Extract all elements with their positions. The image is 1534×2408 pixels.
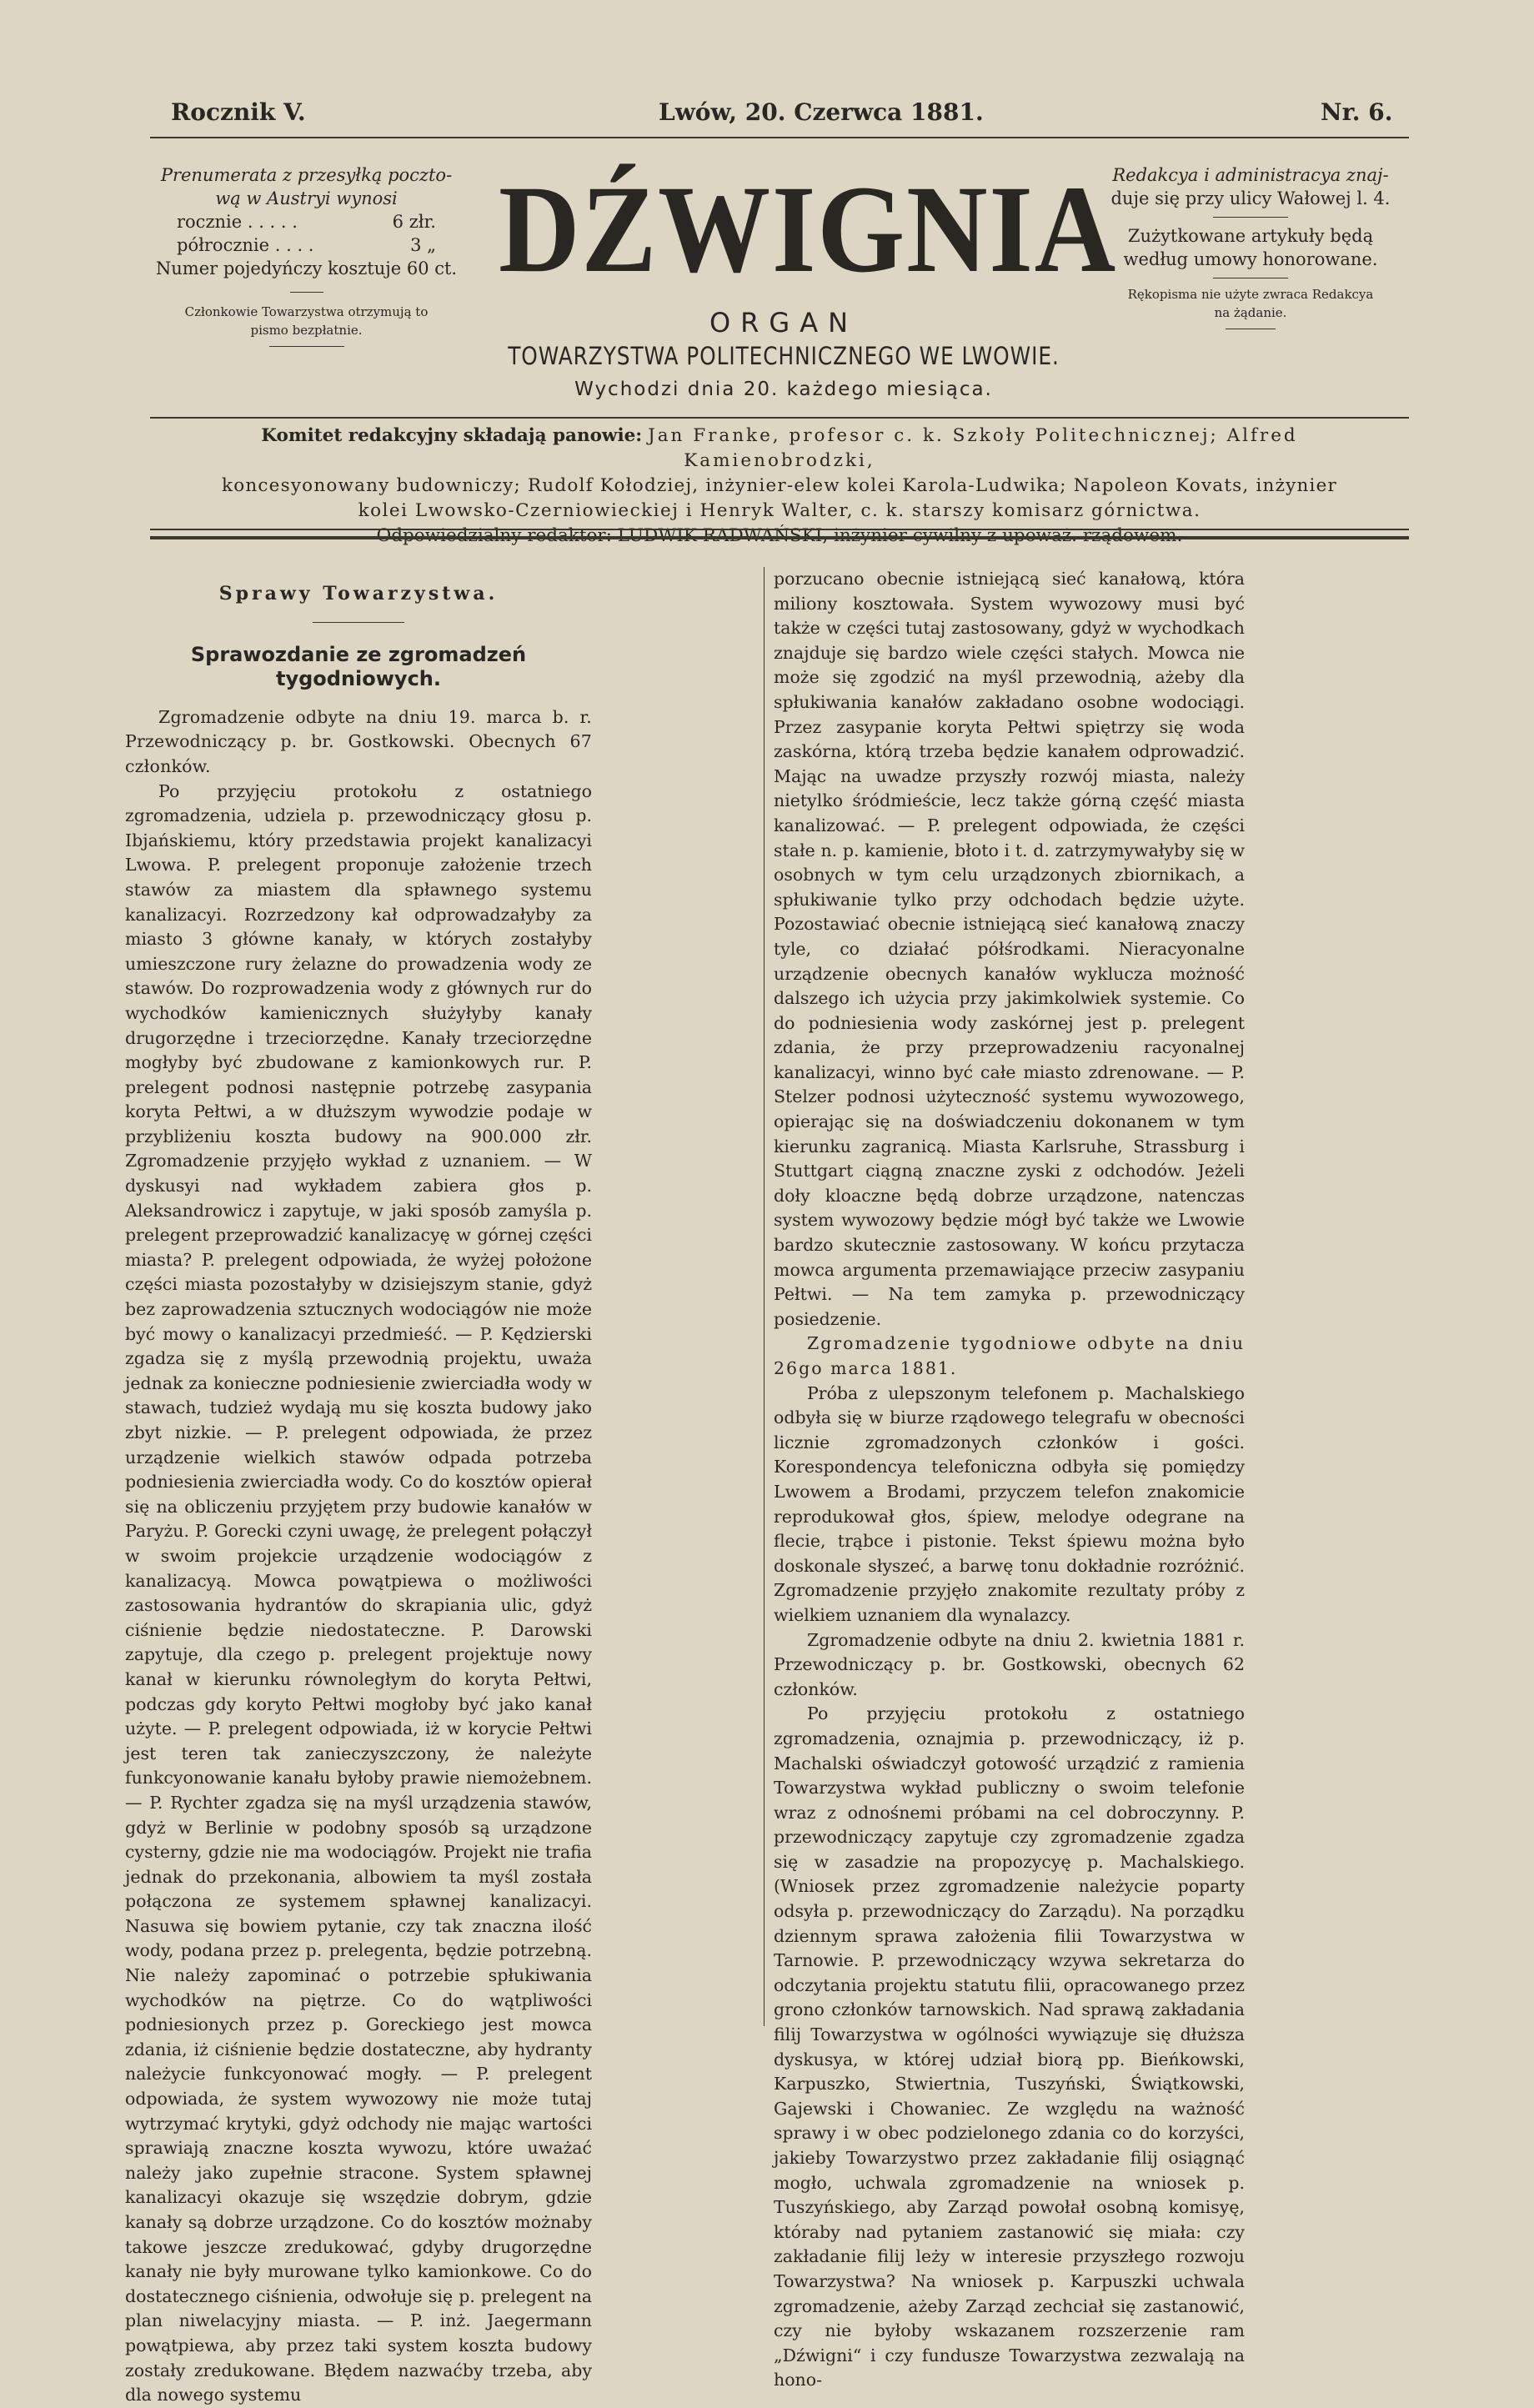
divider <box>290 292 323 293</box>
subscription-box <box>142 163 471 354</box>
divider <box>269 346 344 347</box>
committee-line-2: koncesyonowany budowniczy; Rudolf Kołodziej, inżynier-elew kolei Karola-Ludwika; Napoleon Kovats, inżynier <box>222 475 1337 496</box>
price-label: półrocznie . . . . <box>177 235 314 255</box>
responsible-editor: Odpowiedzialny redaktor: LUDWIK RADWAŃSKI, inżynier cywilny z upoważ. rządowem. <box>376 525 1183 546</box>
paragraph: Zgromadzenie tygodniowe odbyte na dniu 26go marca 1881. <box>774 1333 1245 1378</box>
publication-frequency: Wychodzi dnia 20. każdego miesiąca. <box>574 379 993 400</box>
price-row <box>142 210 471 233</box>
masthead <box>467 160 1118 370</box>
divider <box>313 622 404 623</box>
organ-label: ORGAN <box>709 307 859 339</box>
editorial-line <box>1084 163 1417 187</box>
price-row <box>142 233 471 257</box>
paragraph: Zgromadzenie odbyte na dniu 2. kwietnia 1881 r. Przewodniczący p. br. Gostkowski, obecnych 62 członków. <box>774 1629 1245 1699</box>
editorial-line: Zużytkowane artykuły będą <box>1127 226 1374 246</box>
subscription-line: wą w Austryi wynosi <box>215 188 398 208</box>
divider <box>1213 217 1288 218</box>
subscription-line: Prenumerata z przesyłką poczto- <box>160 165 453 185</box>
price-value: 3 „ <box>410 235 436 255</box>
single-issue-price: Numer pojedyńczy kosztuje 60 ct. <box>155 258 458 278</box>
editorial-line: duje się przy ulicy Wałowej l. 4. <box>1110 188 1391 208</box>
article-title: Sprawozdanie ze zgromadzeń tygodniowych. <box>190 642 527 691</box>
section-heading: Sprawy Towarzystwa. <box>218 583 499 605</box>
paragraph: Po przyjęciu protokołu z ostatniego zgromadzenia, oznajmia p. przewodniczący, iż p. Machalski oświadczył gotowość urządzić z ramienia Towarzystwa wykład publiczny o swoim telefonie wraz z odnośnemi próbami na cel dobroczynny. P. przewodniczący zapytuje czy zgromadzenie zgadza się w zasadzie na propozycyę p. Machalskiego. (Wniosek przez zgromadzenie należycie poparty odsyła p. przewodniczący do Zarządu). Na porządku dziennym sprawa założenia filii Towarzystwa w Tarnowie. P. przewodniczący wzywa sekretarza do odczytania projektu statutu filii, opracowanego przez grono członków tarnowskich. Nad sprawą zakładania filij Towarzystwa w ogólności wywiązuje się dłuższa dyskusya, w której udział biorą pp. Bieńkowski, Karpuszko, Stwiertnia, Tuszyński, Świątkowski, Gajewski i Chowaniec. Ze względu na ważność sprawy i w obec podzielonego zdania co do korzyści, jakieby Towarzystwo przez zakładanie filij osiągnąć mogło, uchwala zgromadzenie na wniosek p. Tuszyńskiego, aby Zarząd powołał osobną komisyę, któraby nad pytaniem zastanowić się miała: czy zakładanie filij leży w interesie przyszłego rozwoju Towarzystwa? Na wniosek p. Karpuszki uchwala zgromadzenie, ażeby Zarząd zechciał się zastanowić, czy nie byłoby wskazanem rozszerzenie ram „Dźwigni“ i czy fundusze Towarzystwa zezwalają na hono- <box>774 1703 1245 2390</box>
volume-label: Rocznik V. <box>171 98 306 126</box>
committee-line-1 <box>175 424 1384 474</box>
member-note: Członkowie Towarzystwa otrzymują to <box>184 304 429 319</box>
manuscript-note: na żądanie. <box>1214 305 1287 320</box>
header-rule <box>150 137 1409 138</box>
paragraph: porzucano obecnie istniejącą sieć kanałową, która miliony kosztowała. System wywozowy musi być także w części tutaj zastosowany, gdyż w wychodkach znajduje się bardzo wiele części stałych. Mowca nie może się zgodzić na myśl przewodnią, ażeby dla spłukiwania kanałów zakładano osobne wodociągi. Przez zasypanie koryta Pełtwi spiętrzy się woda zaskórna, którą trzeba będzie kanałem odprowadzić. Mając na uwadze przyszły rozwój miasta, należy nietylko śródmieście, lecz także górną część miasta kanalizować. — P. prelegent odpowiada, że części stałe n. p. kamienie, błoto i t. d. zatrzymywałyby się w osobnych w tym celu urządzonych zbiornikach, a spłukiwanie tylko przy odchodach będzie użyte. Pozostawiać obecnie istniejącą sieć kanałową znaczy tyle, co działać półśrodkami. Nieracyonalne urządzenie obecnych kanałów wyklucza możność dalszego ich użycia przy jakimkolwiek systemie. Co do podniesienia wody zaskórnej jest p. prelegent zdania, że przy przeprowadzeniu racyonalnej kanalizacyi, winno być całe miasto zdrenowane. — P. Stelzer podnosi użyteczność systemu wywozowego, opierając się na doświadczeniu dokonanem w tym kierunku zagranicą. Miasta Karlsruhe, Strassburg i Stuttgart ciągną znaczne zyski z odchodów. Jeżeli doły kloaczne będą dobrze urządzone, natenczas system wywozowy będzie mógł być także we Lwowie bardzo skutecznie zastosowany. W końcu przytacza mowca argumenta przemawiające przeciw zasypaniu Pełtwi. — Na tem zamyka p. przewodniczący posiedzenie. <box>774 569 1245 1329</box>
committee-line-3: kolei Lwowsko-Czerniowieckiej i Henryk Walter, c. k. starszy komisarz górnictwa. <box>358 500 1201 521</box>
editorial-address: Redakcya i administracya znaj- <box>1112 165 1389 185</box>
society-name: TOWARZYSTWA POLITECHNICZNEGO WE LWOWIE. <box>508 342 1060 370</box>
editorial-box <box>1084 163 1417 336</box>
paragraph: Po przyjęciu protokołu z ostatniego zgromadzenia, udziela p. przewodniczący głosu p. Ibjańskiemu, który przedstawia projekt kanalizacyi Lwowa. P. prelegent proponuje założenie trzech stawów za miastem dla spławnego systemu kanalizacyi. Rozrzedzony kał odprowadzałyby za miasto 3 główne kanały, w których zostałyby umieszczone rury żelazne do prowadzenia wody ze stawów. Do rozprowadzenia wody z głównych rur do wychodków kamienicznych służyłyby kanały drugorzędne i trzeciorzędne. Kanały trzeciorzędne mogłyby być zbudowane z kamionkowych rur. P. prelegent podnosi następnie potrzebę zasypania koryta Pełtwi, a w dłuższym wywodzie podaje w przybliżeniu koszta budowy na 900.000 złr. Zgromadzenie przyjęło wykład z uznaniem. — W dyskusyi nad wykładem zabiera głos p. Aleksandrowicz i zapytuje, w jaki sposób zamyśla p. prelegent przeprowadzić kanalizacyę w górnej części miasta? P. prelegent odpowiada, że wyżej położone części miasta pozostałyby w dzisiejszym stanie, gdyż bez zaprowadzenia sztucznych wodociągów nie może być mowy o kanalizacyi przedmieść. — P. Kędzierski zgadza się z myślą przewodnią projektu, uważa jednak za konieczne podniesienie zwierciadła wody w stawach, tudzież wydają mu się koszta budowy jako zbyt nizkie. — P. prelegent odpowiada, że przez urządzenie wielkich stawów odpada potrzeba podniesienia zwierciadła wody. Co do kosztów opierał się na obliczeniu przyjętem przy budowie kanałów w Paryżu. P. Gorecki czyni uwagę, że prelegent połączył w swoim projekcie urządzenie wodociągów z kanalizacyą. Mowca powątpiewa o możliwości zastosowania hydrantów do skrapiania ulic, gdyż ciśnienie będzie niedostateczne. P. Darowski zapytuje, dla czego p. prelegent projektuje nowy kanał w kierunku równoległym do koryta Pełtwi, podczas gdy koryto Pełtwi mogłoby być jako kanał użyte. — P. prelegent odpowiada, iż w korycie Pełtwi jest teren tak zanieczyszczony, że należyte funkcyonowanie kanału byłoby prawie niemożebnem. — P. Rychter zgadza się na myśl urządzenia stawów, gdyż w Berlinie w podobny sposób są urządzone cysterny, gdzie nie ma wodociągów. Projekt nie trafia jednak do przekonania, albowiem ta myśl została połączona ze systemem spławnej kanalizacyi. Nasuwa się bowiem pytanie, czy tak znaczna ilość wody, podana przez p. prelegenta, będzie potrzebną. Nie należy zapominać o potrzebie spłukiwania wychodków na piętrze. Co do wątpliwości podniesionych przez p. Goreckiego jest mowca zdania, iż ciśnienie będzie dostateczne, aby hydranty należycie funkcyonować mogły. — P. prelegent odpowiada, że system wywozowy nie może tutaj wytrzymać krytyki, gdyż odchody nie mając wartości sprawiają znaczne koszta wywozu, które uważać należy jako zupełnie stracone. System spławnej kanalizacyi okazuje się wszędzie dobrym, gdzie kanały są dobrze urządzone. Co do kosztów możnaby takowe jeszcze zredukować, gdyby drugorzędne kanały nie były murowane tylko kamionkowe. Co do dostatecznego ciśnienia, odwołuje się p. prelegent na plan niwelacyjny miasta. — P. inż. Jaegermann powątpiewa, aby przez taki system koszta budowy zostały zredukowane. Błędem nazwaćby trzeba, aby dla nowego systemu <box>125 780 592 2405</box>
paragraph: Próba z ulepszonym telefonem p. Machalskiego odbyła się w biurze rządowego telegrafu w obecności licznie zgromadzonych członków i gości. Korespondencya telefoniczna odbyła się pomiędzy Lwowem a Brodami, przyczem telefon znakomicie reprodukował głos, śpiew, melodye odegrane na flecie, trąbce i pistonie. Tekst śpiewu można było doskonale słyszeć, a barwę tonu dokładnie rozróżnić. Zgromadzenie przyjęło znakomite rezultaty próby z wielkiem uznaniem dla wynalazcy. <box>774 1382 1245 1625</box>
committee-text: Jan Franke, profesor c. k. Szkoły Politechnicznej; Alfred Kamienobrodzki, <box>648 425 1298 471</box>
issue-number: Nr. 6. <box>1321 98 1393 126</box>
price-label: rocznie . . . . . <box>177 212 298 232</box>
article-column-left <box>125 567 592 2408</box>
issue-date: Lwów, 20. Czerwca 1881. <box>659 98 984 126</box>
masthead-rule <box>150 417 1409 419</box>
newspaper-title: DŹWIGNIA <box>499 160 1118 298</box>
price-value: 6 złr. <box>392 212 436 232</box>
article-column-right <box>774 567 1245 2393</box>
member-note: pismo bezpłatnie. <box>250 323 363 338</box>
double-rule <box>150 529 1409 539</box>
committee-label: Komitet redakcyjny składają panowie: <box>261 425 643 446</box>
paragraph: Zgromadzenie odbyte na dniu 19. marca b. r. Przewodniczący p. br. Gostkowski. Obecnych 67 członków. <box>125 706 592 776</box>
editorial-line: według umowy honorowane. <box>1123 249 1378 269</box>
manuscript-note: Rękopisma nie użyte zwraca Redakcya <box>1127 287 1374 302</box>
